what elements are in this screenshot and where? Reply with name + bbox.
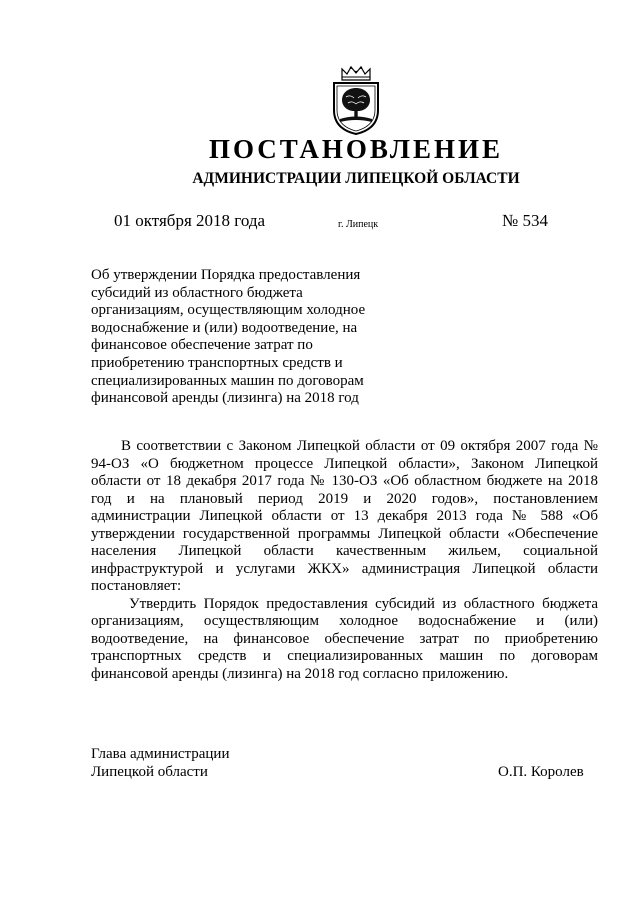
signatory-name: О.П. Королев <box>498 764 584 780</box>
signatory-position-line-1: Глава администрации <box>91 746 230 762</box>
document-subject: Об утверждении Порядка предоставления субсидий из областного бюджета организациям, осуществляющим холодное водоснабжение и (или) водоотведение, на финансовое обеспечение затрат по приобретению транспортных средств и специализированных машин по договорам финансовой аренды (лизинга) на 2018 год <box>91 267 366 407</box>
document-number: № 534 <box>502 211 548 230</box>
body-paragraph-resolution: Утвердить Порядок предоставления субсидий из областного бюджета организациям, осуществляющим холодное водоснабжение и (или) водоотведение, на финансовое обеспечение затрат по приобретению транспортных средств и специализированных машин по договорам финансовой аренды (лизинга) на 2018 год согласно приложению. <box>91 595 598 682</box>
signatory-position <box>91 745 229 781</box>
coat-of-arms-emblem <box>328 66 384 136</box>
body-paragraph-preamble: В соответствии с Законом Липецкой области от 09 октября 2007 года № 94-ОЗ «О бюджетном процессе Липецкой области», Законом Липецкой области от 18 декабря 2017 года № 130-ОЗ «Об областном бюджете на 2018 год и на плановый период 2019 и 2020 годов», постановлением администрации Липецкой области от 13 декабря 2013 года № 588 «Об утверждении государственной программы Липецкой области «Обеспечение населения Липецкой области качественным жильем, социальной инфраструктурой и услугами ЖКХ» администрация Липецкой области постановляет: <box>91 438 598 594</box>
document-body <box>91 438 598 683</box>
signatory-position-line-2: Липецкой области <box>91 764 208 780</box>
document-title: ПОСТАНОВЛЕНИЕ <box>208 134 504 164</box>
issuing-authority: АДМИНИСТРАЦИИ ЛИПЕЦКОЙ ОБЛАСТИ <box>192 170 520 187</box>
document-city: г. Липецк <box>338 219 379 230</box>
document-date: 01 октября 2018 года <box>114 211 266 230</box>
